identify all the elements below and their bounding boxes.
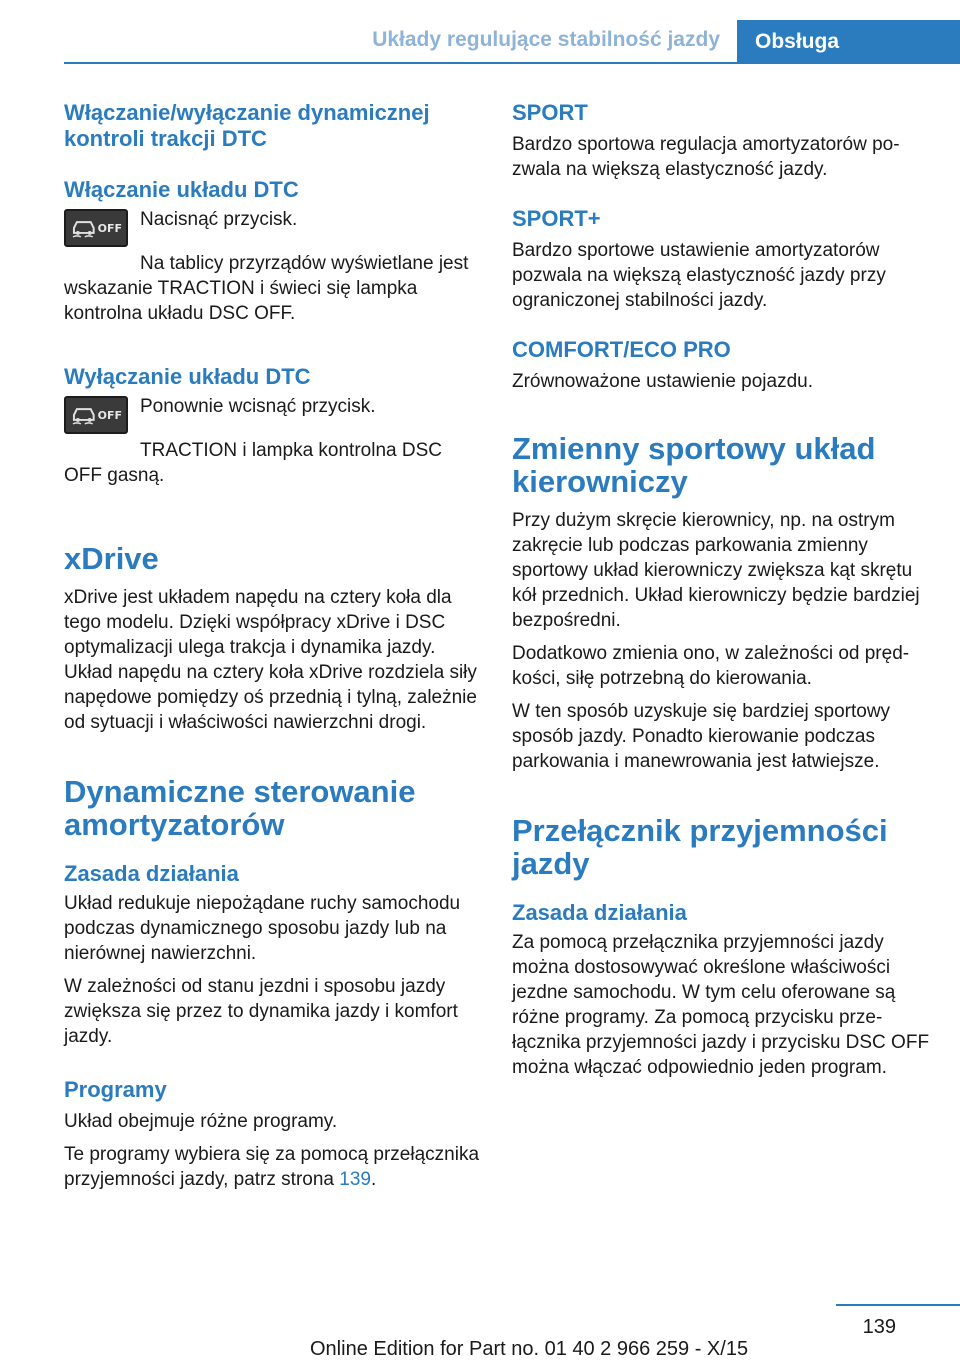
heading-comfort: COMFORT/ECO PRO xyxy=(512,337,731,362)
programs-text-2-end: . xyxy=(370,1169,377,1190)
dtc-on-instruction: Nacisnąć przycisk. xyxy=(140,209,298,230)
page-number: 139 xyxy=(862,1316,896,1338)
header-rule xyxy=(64,62,960,64)
footer-rule xyxy=(836,1304,960,1306)
section-title: Układy regulujące stabilność jazdy xyxy=(372,28,720,51)
steering-text-3: W ten sposób uzyskuje się bardziej sportowy sposób jazdy. Ponadto kierowanie podczas parkowania i manewrowania jest łatwiejsze. xyxy=(512,701,891,772)
dtc-off-description: TRACTION i lampka kontrolna DSC OFF gasną. xyxy=(64,440,442,486)
dtc-on-block xyxy=(64,207,484,247)
principle-text-2: W zależności od stanu jezdni i sposobu jazdy zwiększa się przez to dynamika jazdy i komfort jazdy. xyxy=(64,976,458,1047)
principle-text-1: Układ redukuje niepożądane ruchy samochodu podczas dynamicznego sposobu jazdy lub na nierównej nawierzchni. xyxy=(64,893,461,964)
heading-sport: SPORT xyxy=(512,100,588,125)
heading-programs: Programy xyxy=(64,1077,167,1102)
page-header xyxy=(0,0,960,64)
right-column xyxy=(512,100,930,1080)
dtc-on-description: Na tablicy przyrządów wyświetlane jest wskazanie TRACTION i świeci się lampka kontrolna układu DSC OFF. xyxy=(64,253,469,324)
dsc-off-button-icon xyxy=(64,396,128,434)
heading-principle: Zasada działania xyxy=(64,861,239,886)
programs-text-1: Układ obejmuje różne programy. xyxy=(64,1111,338,1132)
edition-note: Online Edition for Part no. 01 40 2 966 259 - X/15 xyxy=(310,1338,749,1360)
heading-driving-experience-switch: Przełącznik przyjemności jazdy xyxy=(512,813,888,881)
page-reference-link[interactable]: 139 xyxy=(339,1169,371,1190)
programs-text-2-main: Te programy wybiera się za pomocą przełącznika przyjemności jazdy, patrz strona xyxy=(64,1144,480,1190)
heading-dtc-on: Włączanie układu DTC xyxy=(64,177,299,202)
steering-text-2: Dodatkowo zmienia ono, w zależności od prędkości, siłę potrzebną do kierowania. xyxy=(512,643,910,689)
dtc-off-instruction: Ponownie wcisnąć przycisk. xyxy=(140,396,376,417)
heading-variable-steering: Zmienny sportowy układ kierowniczy xyxy=(512,431,876,499)
steering-text-1: Przy dużym skręcie kierownicy, np. na ostrym zakręcie lub podczas parkowania zmienny sportowy układ kierowniczy zwiększa kąt skrętu kół przednich. Układ kierowniczy będzie bardziej bezpośredni. xyxy=(512,510,920,631)
button-off-label: OFF xyxy=(97,221,122,235)
left-column xyxy=(64,100,484,1192)
dsc-off-button-icon xyxy=(64,209,128,247)
programs-text-2 xyxy=(64,1142,484,1192)
heading-damper-control: Dynamiczne sterowanie amortyzatorów xyxy=(64,774,416,842)
sport-text: Bardzo sportowa regulacja amortyzatorów pozwala na większą elastyczność jazdy. xyxy=(512,134,900,180)
heading-switch-principle: Zasada działania xyxy=(512,900,687,925)
car-skid-icon xyxy=(70,216,98,240)
heading-sport-plus: SPORT+ xyxy=(512,206,601,231)
dtc-off-block xyxy=(64,394,484,434)
button-off-label: OFF xyxy=(97,408,122,422)
car-skid-icon xyxy=(70,403,98,427)
sport-plus-text: Bardzo sportowe ustawienie amortyzatorów pozwala na większą elastyczność jazdy przy ograniczonej stabilności jazdy. xyxy=(512,240,886,311)
xdrive-text: xDrive jest układem napędu na cztery koła dla tego modelu. Dzięki współpracy xDrive i DSC optymalizacji ulega trakcja i dynamika jazdy. Układ napędu na cztery koła xDrive rozdziela siły napędowe pomiędzy oś przednią i tylną, zależnie od sytuacji i właściwości nawierzchni drogi. xyxy=(64,587,477,733)
comfort-text: Zrównoważone ustawienie pojazdu. xyxy=(512,371,814,392)
heading-dtc: Włączanie/wyłączanie dynamicznej kontroli trakcji DTC xyxy=(64,100,430,151)
chapter-tab: Obsługa xyxy=(737,20,960,64)
heading-dtc-off: Wyłączanie układu DTC xyxy=(64,364,311,389)
switch-text: Za pomocą przełącznika przyjemności jazdy można dostosowywać określone właściwości jezdne samochodu. W tym celu oferowane są różne programy. Za pomocą przycisku przełącznika przyjemności jazdy i przycisku DSC OFF można włączać odpowiednio jeden program. xyxy=(512,932,930,1078)
heading-xdrive: xDrive xyxy=(64,541,159,576)
